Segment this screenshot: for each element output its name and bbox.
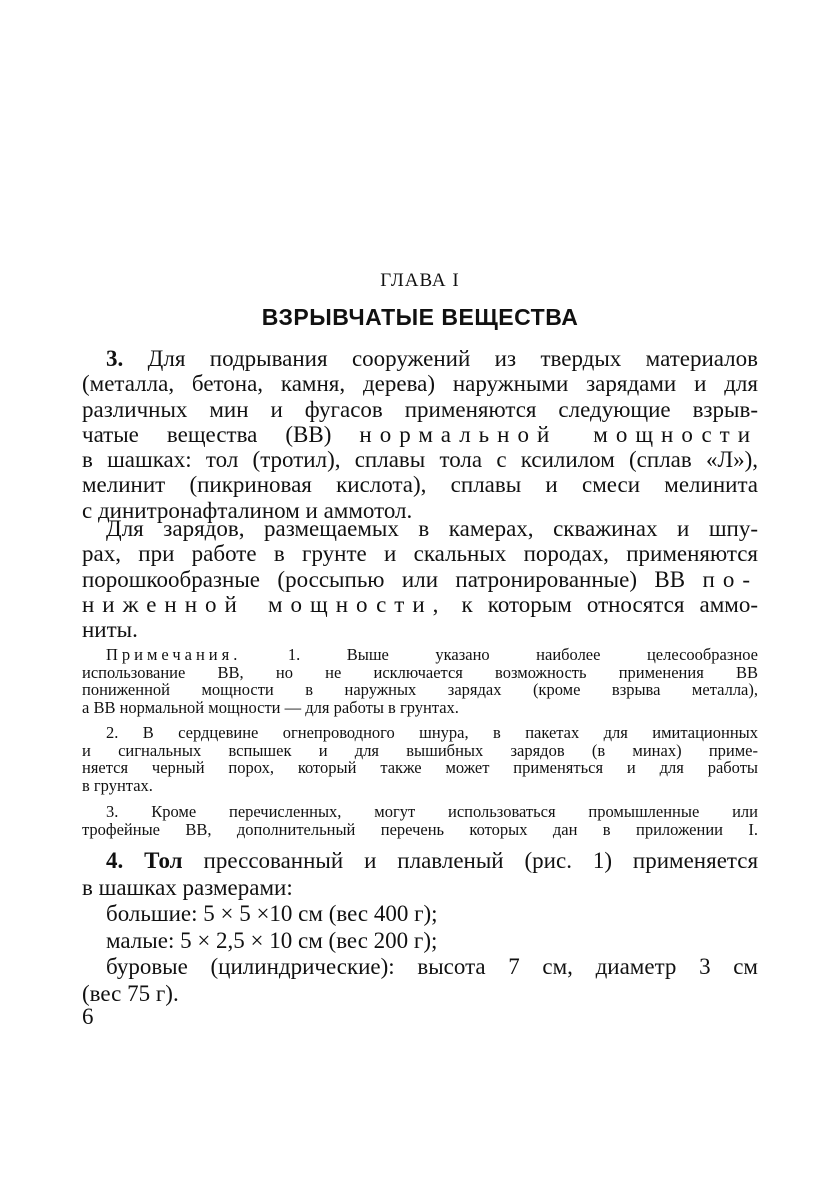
text-line: в грунтах. (82, 775, 153, 795)
text-line: в шашках: тол (тротил), сплавы тола с ксилилом (сплав «Л»), (82, 447, 758, 473)
spaced-emphasis: по- (702, 566, 758, 592)
text-line: Для зарядов, размещаемых в камерах, скважинах и шпу- (106, 516, 758, 541)
text-line: мелинит (пикриновая кислота), сплавы и смеси мелинита (82, 472, 758, 498)
spaced-emphasis: нормальной мощности (359, 421, 759, 447)
size-line-large: большие: 5 × 5 ×10 см (вес 400 г); (106, 901, 438, 926)
text-line: 3. Для подрывания сооружений из твердых материалов (106, 346, 759, 371)
text-line: в шашках размерами: (82, 874, 293, 900)
chapter-heading: ГЛАВА I (380, 270, 460, 291)
spaced-emphasis: ниженной мощности, (82, 591, 447, 617)
note-2 (82, 724, 758, 794)
note-1 (82, 646, 758, 716)
text-line: (вес 75 г). (82, 980, 179, 1006)
note-3 (82, 803, 758, 838)
text-line: с динитронафталином и аммотол. (82, 497, 413, 523)
section-number: 3. (106, 346, 124, 371)
text-line: Примечания. 1. Выше указано наиболее целесообразное (106, 645, 758, 664)
text-line: 4. Тол прессованный и плавленый (рис. 1) применяется (106, 848, 759, 873)
text-line: рах, при работе в грунте и скальных породах, применяются (82, 541, 758, 567)
text-line: няется черный порох, который также может применяться и для работы (82, 758, 758, 778)
text-line: пониженной мощности в наружных зарядах (кроме взрыва металла), (82, 680, 758, 700)
text-line: а ВВ нормальной мощности — для работы в грунтах. (82, 697, 459, 717)
section-term: Тол (144, 848, 183, 873)
text-line: (металла, бетона, камня, дерева) наружными зарядами и для (82, 371, 758, 397)
text-line: ниженной мощности, к которым относятся аммо- (82, 591, 758, 617)
size-line-small: малые: 5 × 2,5 × 10 см (вес 200 г); (106, 927, 438, 953)
text-line: чатые вещества (ВВ) нормальной мощности (82, 421, 759, 447)
size-line-drill: буровые (цилиндрические): высота 7 см, диаметр 3 см (106, 954, 758, 979)
notes-label: Примечания. (106, 645, 242, 664)
section-3-paragraph-2 (82, 516, 758, 642)
section-3-paragraph-1 (82, 346, 758, 523)
chapter-title: ВЗРЫВЧАТЫЕ ВЕЩЕСТВА (261, 304, 579, 330)
text-line: ниты. (82, 617, 138, 643)
text-line: порошкообразные (россыпью или патронированные) ВВ по- (82, 566, 758, 592)
section-number: 4. (106, 848, 124, 873)
section-4-paragraph (82, 848, 758, 1007)
text-line: 2. В сердцевине огнепроводного шнура, в пакетах для имитационных (106, 723, 758, 742)
text-line: различных мин и фугасов применяются следующие взрыв- (82, 396, 758, 422)
text-line: 3. Кроме перечисленных, могут использоваться промышленные или (106, 802, 758, 821)
text-line: использование ВВ, но не исключается возможность применения ВВ (82, 662, 758, 682)
text-line: трофейные ВВ, дополнительный перечень которых дан в приложении I. (82, 819, 758, 839)
text-line: и сигнальных вспышек и для вышибных зарядов (в минах) приме- (82, 740, 758, 760)
page-number: 6 (82, 1004, 94, 1029)
